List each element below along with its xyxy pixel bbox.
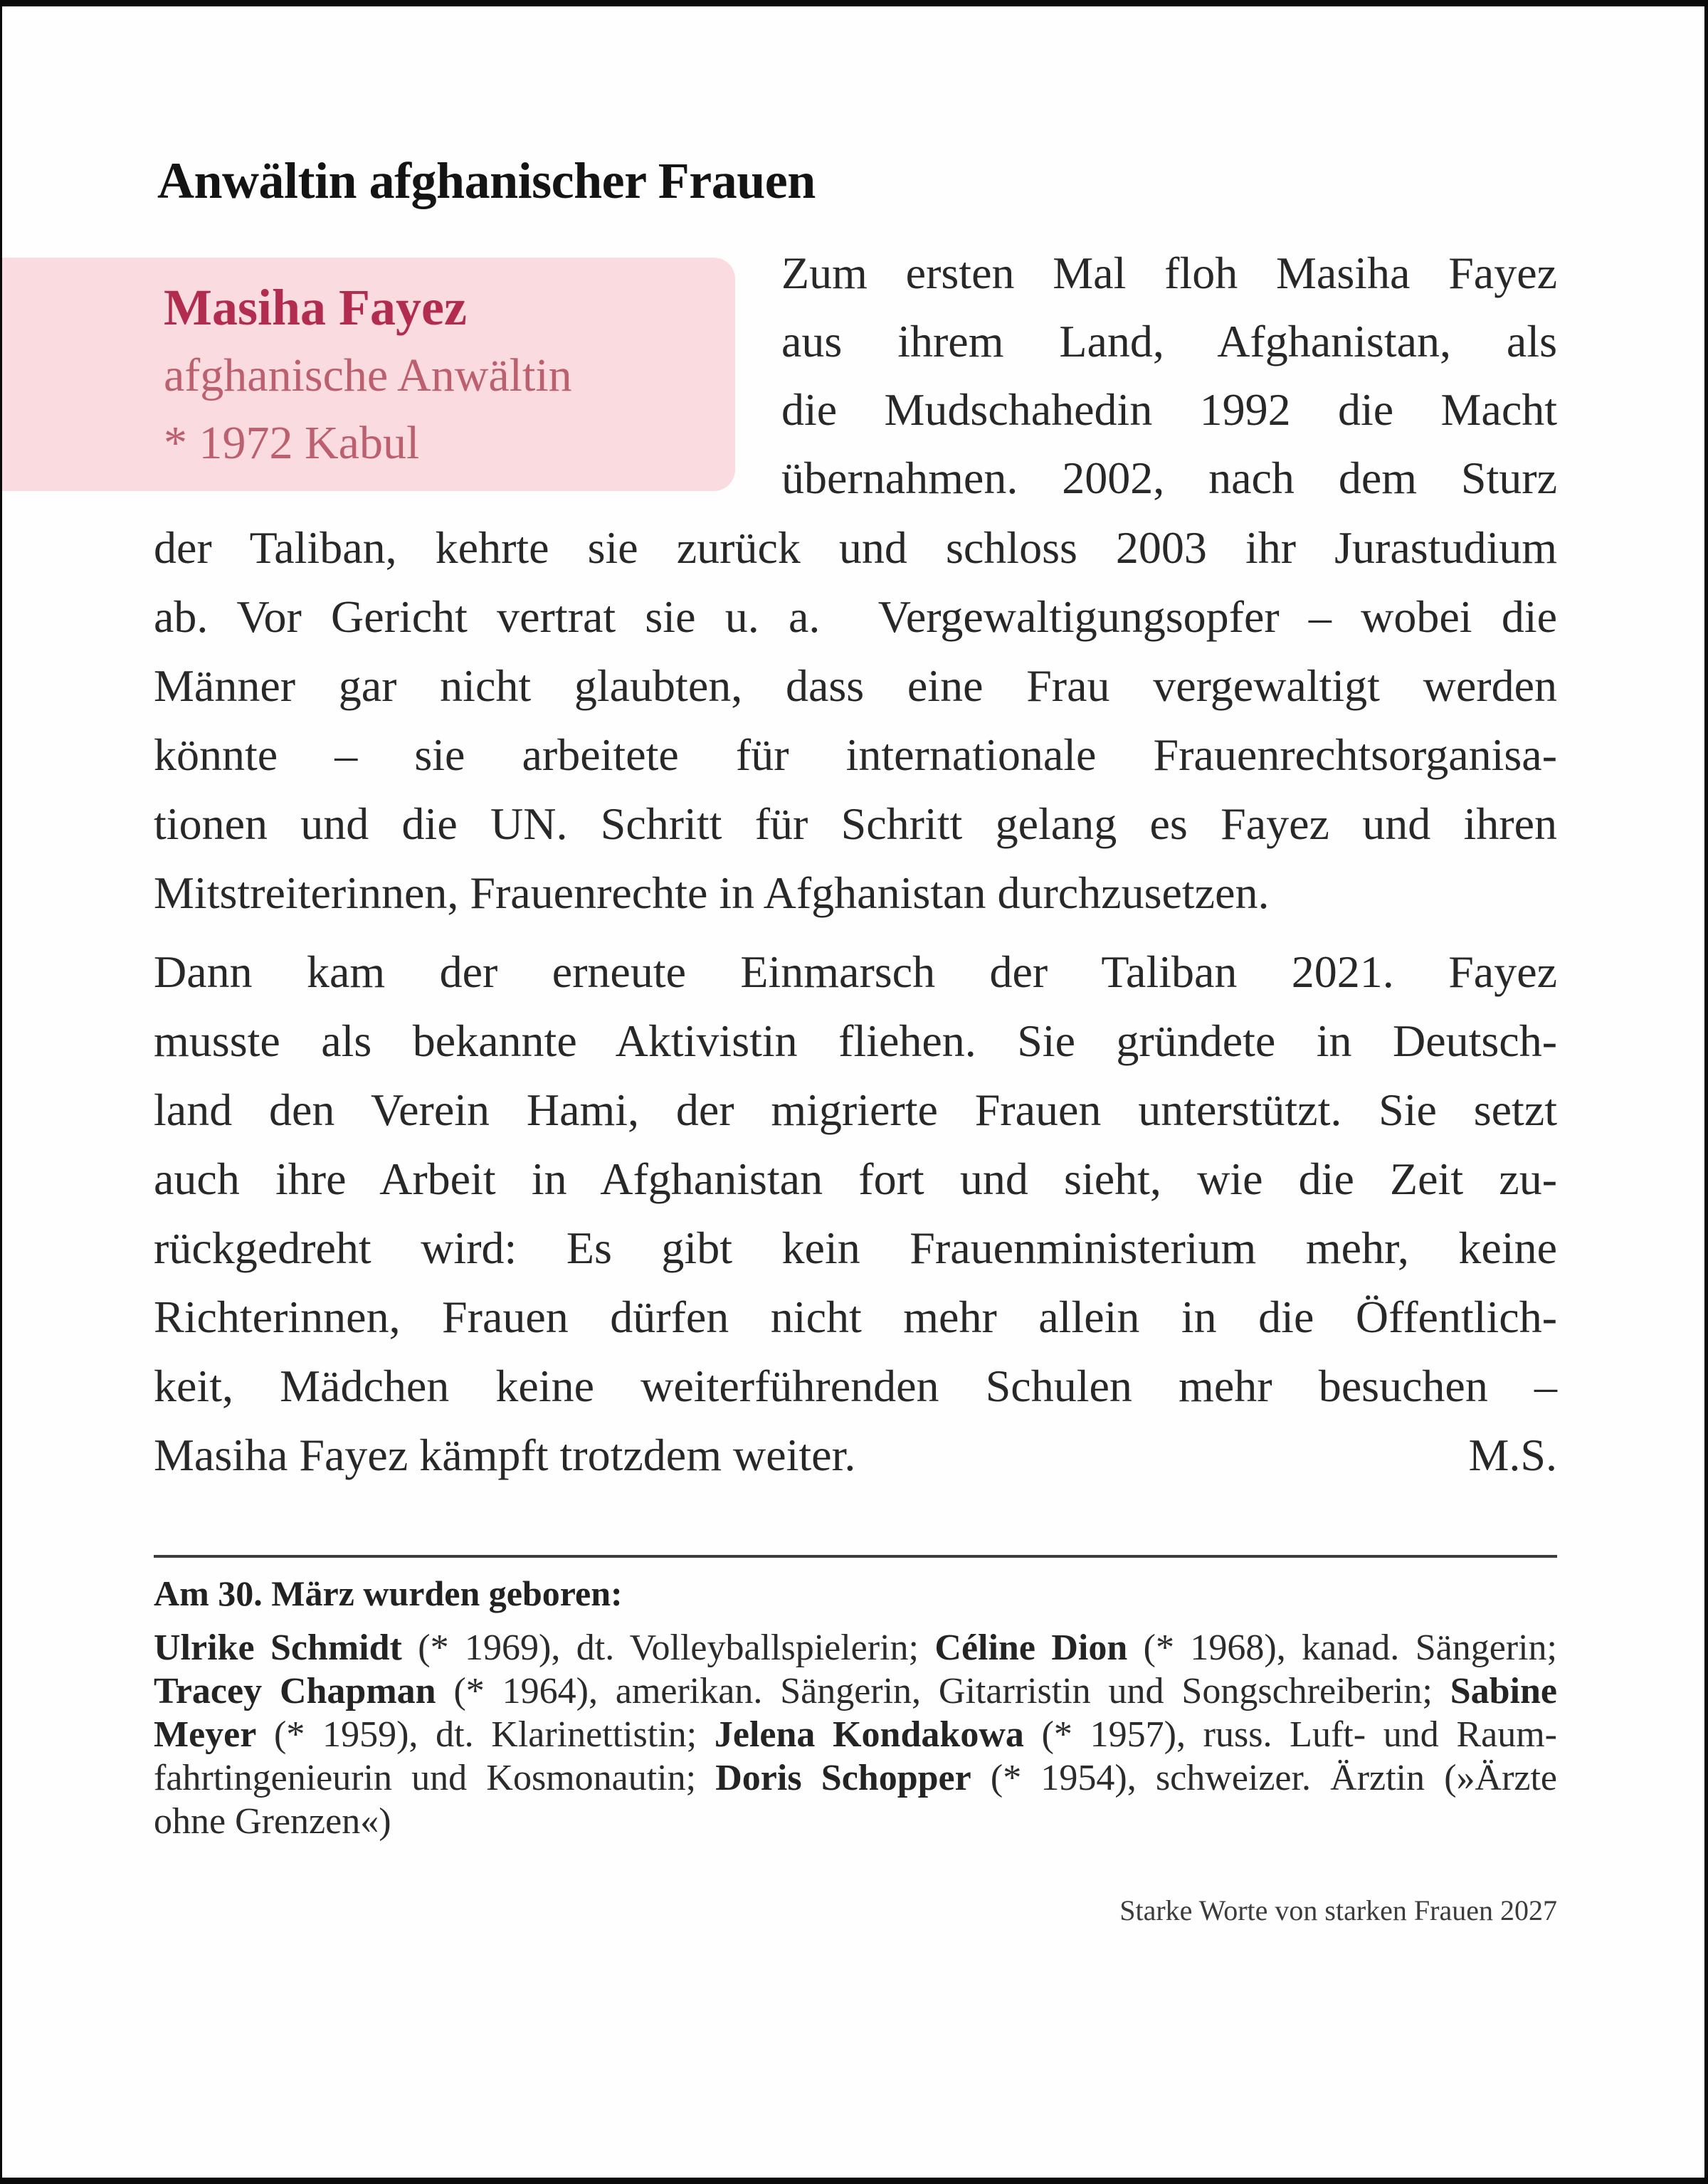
paragraph-line: land den Verein Hami, der migrierte Frauen unterstützt. Sie setzt [154,1085,1557,1135]
paragraph-2 [154,937,1557,1489]
intro-column [781,239,1557,512]
section-divider-rule [154,1555,1557,1558]
born-list-line: ohne Grenzen«) [154,1801,391,1842]
profile-name: Masiha Fayez [164,279,467,336]
born-list-line: Ulrike Schmidt (* 1969), dt. Volleyballspielerin; Céline Dion (* 1968), kanad. Sängerin; [154,1628,1558,1668]
paragraph-final-row [154,1420,1557,1489]
paragraph-line: Männer gar nicht glaubten, dass eine Frau vergewaltigt werden [154,660,1557,711]
paragraph-line: musste als bekannte Aktivistin fliehen. Sie gründete in Deutsch- [154,1015,1557,1066]
intro-line: aus ihrem Land, Afghanistan, als [781,316,1557,366]
paragraph-line: auch ihre Arbeit in Afghanistan fort und sieht, wie die Zeit zu- [154,1154,1557,1204]
author-initials: M.S. [1468,1430,1557,1480]
paragraph-line: Mitstreiterinnen, Frauenrechte in Afghanistan durchzusetzen. [154,867,1270,918]
intro-line: die Mudschahedin 1992 die Macht [781,384,1557,435]
profile-box [2,258,735,491]
paragraph-line: tionen und die UN. Schritt für Schritt gelang es Fayez und ihren [154,798,1557,849]
paragraph-line: Dann kam der erneute Einmarsch der Taliban 2021. Fayez [154,946,1557,997]
born-list-line: Meyer (* 1959), dt. Klarinettistin; Jelena Kondakowa (* 1957), russ. Luft- und Raum- [154,1714,1557,1755]
born-list [154,1626,1557,1843]
profile-box-content [164,273,707,477]
paragraph-line: rückgedreht wird: Es gibt kein Frauenministerium mehr, keine [154,1223,1557,1273]
intro-line: Zum ersten Mal floh Masiha Fayez [781,248,1557,298]
page-title: Anwältin afghanischer Frauen [157,152,816,209]
paragraph-line: der Taliban, kehrte sie zurück und schloss 2003 ihr Jurastudium [154,522,1557,573]
paragraph-line: ab. Vor Gericht vertrat sie u. a. Vergewaltigungsopfer – wobei die [154,591,1557,642]
footer-title: Starke Worte von starken Frauen 2027 [1119,1894,1557,1926]
profile-birth: * 1972 Kabul [164,417,420,469]
born-heading: Am 30. März wurden geboren: [154,1573,623,1613]
paragraph-line: könnte – sie arbeitete für internationale Frauenrechtsorganisa- [154,729,1557,780]
born-list-line: fahrtingenieurin und Kosmonautin; Doris Schopper (* 1954), schweizer. Ärztin (»Ärzte [154,1758,1557,1798]
paragraph-line: Richterinnen, Frauen dürfen nicht mehr allein in die Öffentlich- [154,1292,1557,1342]
paragraph-line: keit, Mädchen keine weiterführenden Schulen mehr besuchen – [154,1361,1557,1411]
profile-role: afghanische Anwältin [164,349,572,401]
intro-line: übernahmen. 2002, nach dem Sturz [781,453,1557,503]
paragraph-1 [154,513,1557,927]
paragraph-last-sentence: Masiha Fayez kämpft trotzdem weiter. [154,1430,856,1480]
born-list-line: Tracey Chapman (* 1964), amerikan. Sängerin, Gitarristin und Songschreiberin; Sabine [154,1671,1557,1711]
